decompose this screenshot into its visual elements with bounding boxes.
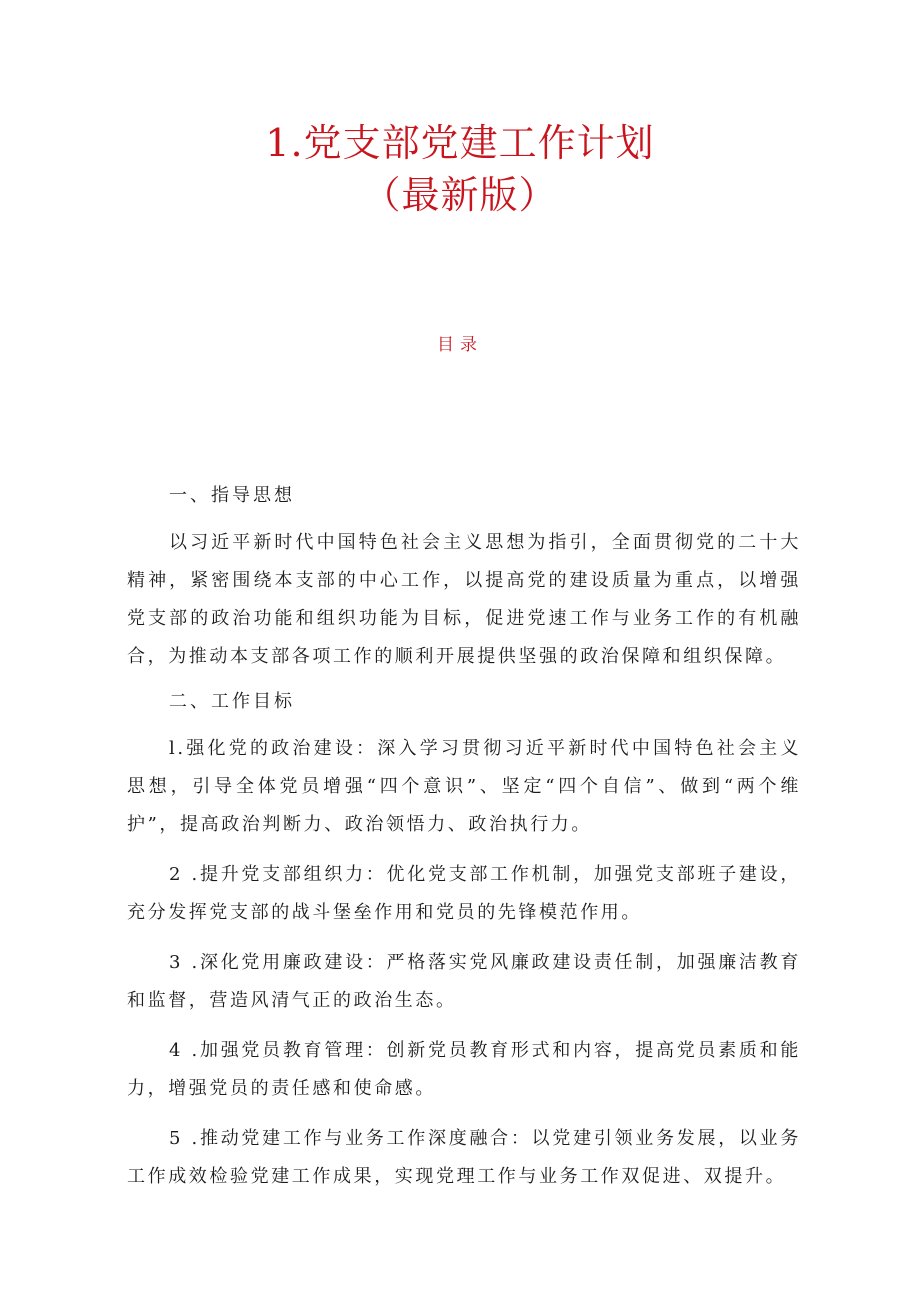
goal-item-1 — [127, 730, 801, 844]
document-body — [127, 480, 801, 1196]
goal-item-5-number: 5 — [169, 1128, 184, 1149]
goal-item-3-number: 3 — [169, 952, 184, 973]
goal-item-4-text: .加强党员教育管理：创新党员教育形式和内容，提高党员素质和能力，增强党员的责任感和使命感。 — [127, 1040, 801, 1099]
goal-item-4 — [127, 1032, 801, 1108]
document-title: 1.党支部党建工作计划 — [265, 121, 655, 165]
section-heading-guiding-thought: 一、指导思想 — [169, 485, 295, 506]
goal-item-3 — [127, 944, 801, 1020]
table-of-contents-label: 目录 — [437, 335, 483, 355]
goal-item-2-text: .提升党支部组织力：优化党支部工作机制，加强党支部班子建设，充分发挥党支部的战斗堡垒作用和党员的先锋模范作用。 — [127, 864, 801, 923]
section-heading-work-goals: 二、工作目标 — [169, 691, 295, 712]
goal-item-1-number: l — [169, 738, 178, 759]
goal-item-5 — [127, 1120, 801, 1196]
goal-item-4-number: 4 — [169, 1040, 184, 1061]
goal-item-3-text: .深化党用廉政建设：严格落实党风廉政建设责任制，加强廉洁教育和监督，营造风清气正的政治生态。 — [127, 952, 801, 1011]
goal-item-5-text: .推动党建工作与业务工作深度融合：以党建引领业务发展，以业务工作成效检验党建工作成果，实现党理工作与业务工作双促进、双提升。 — [127, 1128, 801, 1187]
goal-item-2 — [127, 856, 801, 932]
guiding-thought-paragraph: 以习近平新时代中国特色社会主义思想为指引，全面贯彻党的二十大精神，紧密围绕本支部的中心工作，以提高党的建设质量为重点，以增强党支部的政治功能和组织功能为目标，促进党速工作与业务工作的有机融合，为推动本支部各项工作的顺利开展提供坚强的政治保障和组织保障。 — [127, 532, 801, 667]
goal-item-1-text: .强化党的政治建设：深入学习贯彻习近平新时代中国特色社会主义思想，引导全体党员增强“四个意识”、坚定“四个自信”、做到“两个维护”，提高政治判断力、政治领悟力、政治执行力。 — [127, 738, 801, 835]
document-subtitle: （最新版） — [362, 173, 558, 217]
goal-item-2-number: 2 — [169, 864, 184, 885]
